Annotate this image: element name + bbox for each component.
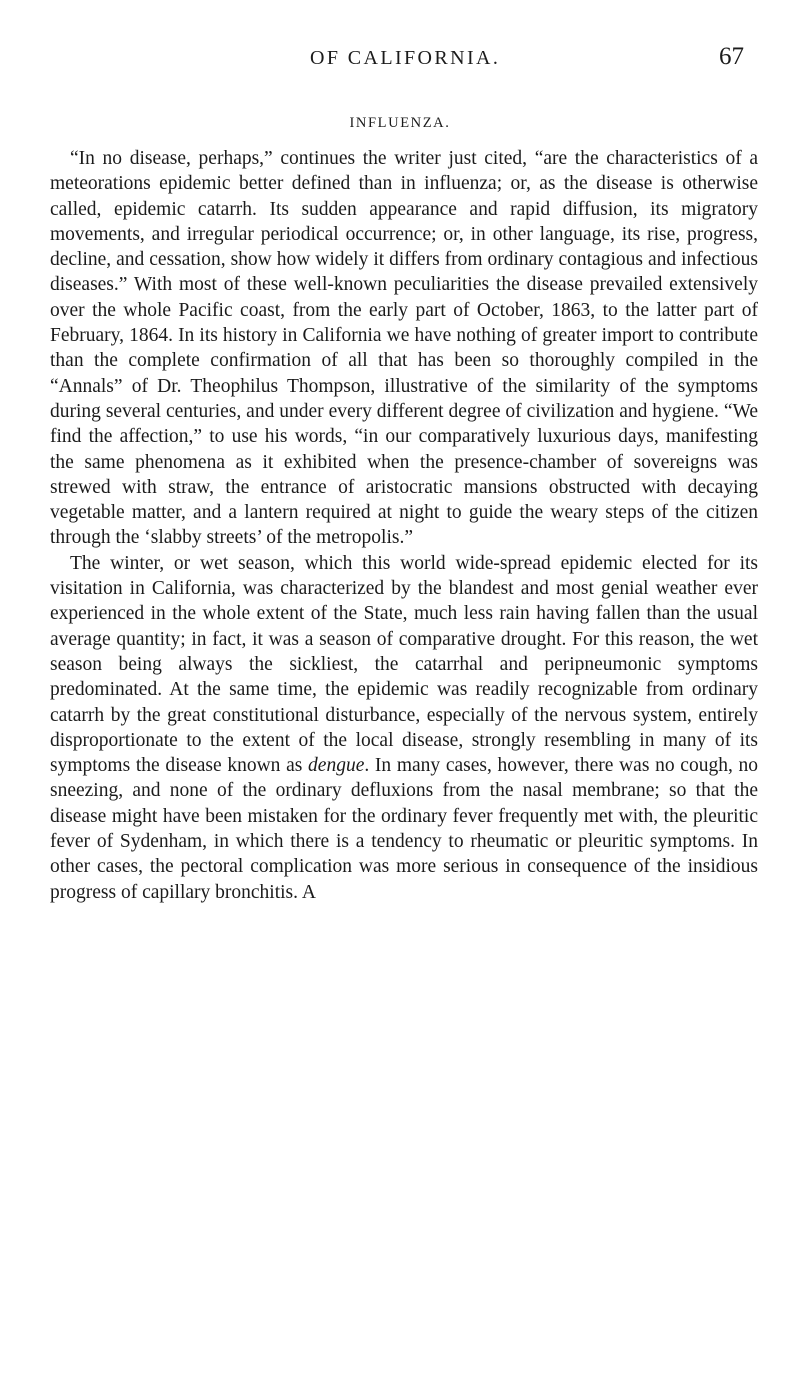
section-title: INFLUENZA. <box>349 115 451 131</box>
paragraph-2-part-2: . In many cases, however, there was no cough, no sneezing, and none of the ordinary defluxions from the nasal membrane; so that the disease might have been mistaken for the ordinary fever frequently met with, the pleuritic fever of Sydenham, in which there is a tendency to rheumatic or pleuritic symptoms. In other cases, the pectoral complication was more serious in consequence of the insidious progress of capillary bronchitis. A <box>50 755 758 903</box>
emphasis-dengue: dengue <box>308 755 365 777</box>
body-text <box>50 146 758 905</box>
page-number: 67 <box>719 43 744 70</box>
paragraph-1: “In no disease, perhaps,” continues the writer just cited, “are the characteristics of a meteorations epidemic better defined than in influenza; or, as the disease is otherwise called, epidemic catarrh. Its sudden appearance and rapid diffusion, its migratory movements, and irregular periodical occurrence; or, in other language, its rise, progress, decline, and cessation, show how widely it differs from ordinary contagious and infectious diseases.” With most of these well-known peculiarities the disease prevailed extensively over the whole Pacific coast, from the early part of October, 1863, to the latter part of February, 1864. In its history in California we have nothing of greater import to contribute than the complete confirmation of all that has been so thoroughly compiled in the “Annals” of Dr. Theophilus Thompson, illustrative of the similarity of the symptoms during several centuries, and under every different degree of civilization and hygiene. “We find the affection,” to use his words, “in our comparatively luxurious days, manifesting the same phenomena as it exhibited when the presence-chamber of sovereigns was strewed with straw, the entrance of aristocratic mansions obstructed with decaying vegetable matter, and a lantern required at night to guide the weary steps of the citizen through the ‘slabby streets’ of the metropolis.” <box>50 148 758 549</box>
running-head: OF CALIFORNIA. <box>310 47 501 69</box>
paragraph-2 <box>50 551 758 905</box>
paragraph-2-part-1: The winter, or wet season, which this world wide-spread epidemic elected for its visitation in California, was characterized by the blandest and most genial weather ever experienced in the whole extent of the State, much less rain having fallen than the usual average quantity; in fact, it was a season of comparative drought. For this reason, the wet season being always the sickliest, the catarrhal and peripneumonic symptoms predominated. At the same time, the epidemic was readily recognizable from ordinary catarrh by the great constitutional disturbance, especially of the nervous system, entirely disproportionate to the extent of the local disease, strongly resembling in many of its symptoms the disease known as <box>50 552 758 777</box>
